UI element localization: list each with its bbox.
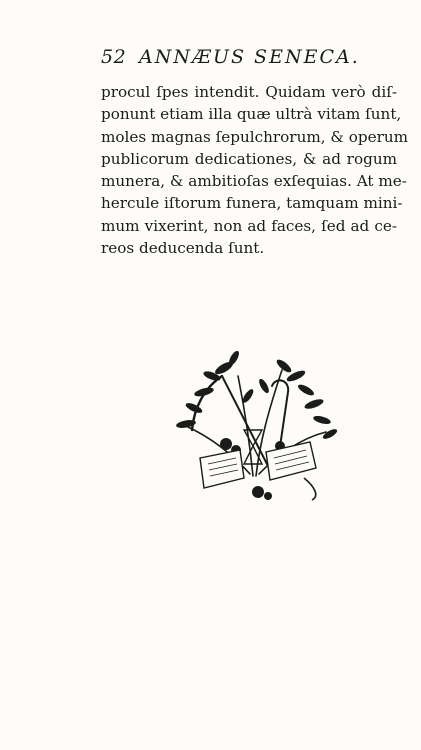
text-line: ponunt etiam illa quæ ultrà vitam ſunt, xyxy=(101,105,402,124)
text-line: publicorum dedicationes, & ad rogum xyxy=(101,149,397,168)
text-line: procul ſpes intendit. Quidam verò diſ- xyxy=(101,83,397,101)
body-text xyxy=(101,81,409,259)
running-head xyxy=(101,46,391,76)
text-line: munera, & ambitioſas exſequias. At me- xyxy=(101,172,407,191)
text-line: hercule iſtorum funera, tamquam mini- xyxy=(101,194,403,213)
page-number: 52 xyxy=(101,46,127,68)
text-line: reos deducenda ſunt. xyxy=(101,239,265,258)
text-line: mum vixerint, non ad faces, ſed ad ce- xyxy=(101,216,397,235)
text-line: moles magnas ſepulchrorum, & operum xyxy=(101,127,409,146)
book-title: ANNÆUS SENECA. xyxy=(139,46,360,68)
floral-vignette-icon xyxy=(164,346,342,504)
